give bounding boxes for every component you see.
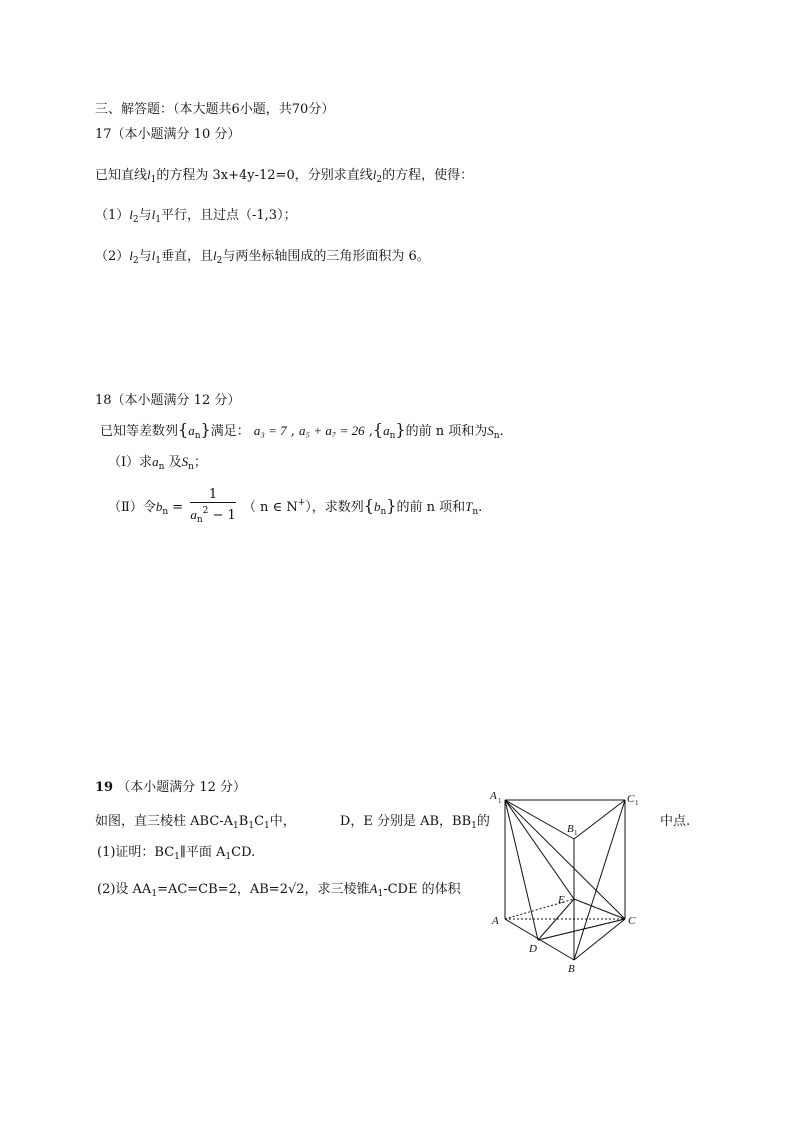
label-B: B xyxy=(568,963,575,975)
q18-title: 18（本小题满分 12 分） xyxy=(95,393,241,408)
prism-figure xyxy=(488,786,658,976)
label-E: E xyxy=(558,894,565,906)
q19-title: 19 （本小题满分 12 分） xyxy=(95,780,247,795)
label-B1: B xyxy=(567,823,574,835)
q19-stem: 如图，直三棱柱 ABC-$A_1B_1C_1$中， D，E 分别是 AB，$BB_1$的 xyxy=(95,814,490,831)
q19-part2: (2)设 $AA_1=AC=CB=2$，AB=2√2，求三棱锥$A_1$-CDE 的体积 xyxy=(97,881,461,899)
label-A: A xyxy=(492,915,499,927)
label-D: D xyxy=(529,943,537,955)
svg-text:1: 1 xyxy=(635,799,639,807)
section-header: 三、解答题：（本大题共6小题，共70分） xyxy=(95,102,335,117)
svg-text:1: 1 xyxy=(574,829,578,837)
q17-stem: 已知直线$l_1$的方程为 3x+4y-12=0，分别求直线$l_2$的方程，使得： xyxy=(95,167,474,185)
label-C1: C xyxy=(627,793,635,805)
svg-text:1: 1 xyxy=(498,797,502,805)
q19-part1: (1)证明：$BC_1\parallel$平面 $A_1CD$. xyxy=(97,845,256,862)
q17-title: 17（本小题满分 10 分） xyxy=(95,127,241,142)
q18-part1: （Ⅰ）求$a_n$ 及$S_n$； xyxy=(108,454,207,472)
q17-part2: $(2)l_2$与$l_1$垂直，且$l_2$与两坐标轴围成的三角形面积为 6。 xyxy=(95,248,430,266)
q17-part1: $(1)l_2$与$l_1$平行，且过点（-1,3）； xyxy=(95,207,297,225)
fraction: $\frac{1}{a_n^2 - 1}$ xyxy=(190,486,236,525)
q18-part2: （Ⅱ）令$b_n$ = $\frac{1}{a_n^2 - 1}$ （ n ∈ N+），求数列$\{b_n\}$的前 n 项和$T_n$. xyxy=(108,485,482,530)
label-A1: A xyxy=(490,790,497,802)
q18-stem: 已知等差数列$\{a_n\}$满足： a₃ = 7 , a₅ + a₇ = 26 $,\{a_n\}$的前 n 项和为$S_n$. xyxy=(100,420,504,441)
label-C: C xyxy=(628,915,636,927)
q19-stem-end: 中点. xyxy=(660,814,691,829)
